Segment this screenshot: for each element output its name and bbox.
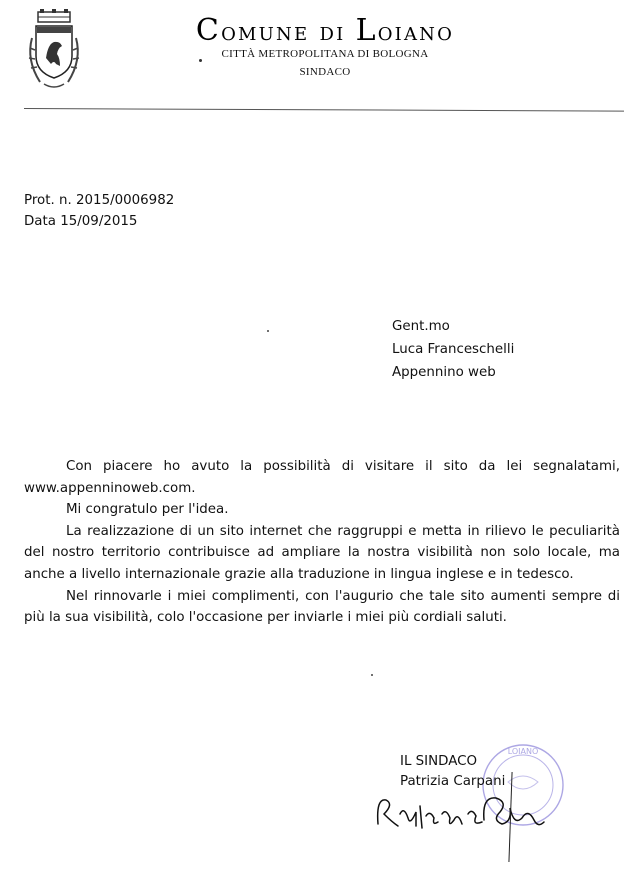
letter-body bbox=[24, 456, 620, 629]
recipient-organization: Appennino web bbox=[392, 365, 496, 380]
office-label: SINDACO bbox=[299, 66, 351, 78]
protocol-number: Prot. n. 2015/0006982 bbox=[24, 193, 175, 208]
metropolitan-city-subtitle: CITTÀ METROPOLITANA DI BOLOGNA bbox=[221, 48, 429, 60]
body-paragraph: La realizzazione di un sito internet che raggruppi e metta in rilievo le peculiarità del nostro territorio contribuisce ad ampliare la nostra visibilità non solo locale, ma anche a livello internazionale grazie alla traduzione in lingua inglese e in tedesco. bbox=[24, 523, 620, 582]
body-paragraph: Nel rinnovarle i miei complimenti, con l'augurio che tale sito aumenti sempre di più la sua visibilità, colo l'occasione per inviarle i miei più cordiali saluti. bbox=[24, 588, 620, 626]
letter-date: Data 15/09/2015 bbox=[24, 214, 138, 229]
scan-speck bbox=[371, 674, 373, 676]
municipality-title: Comune di Loiano bbox=[195, 13, 455, 48]
scan-speck bbox=[267, 330, 269, 332]
header-divider bbox=[24, 108, 624, 112]
recipient-block bbox=[392, 315, 514, 384]
recipient-name: Luca Franceschelli bbox=[392, 342, 515, 357]
signatory-name: Patrizia Carpani bbox=[400, 774, 506, 789]
protocol-block bbox=[24, 190, 174, 232]
body-paragraph: Mi congratulo per l'idea. bbox=[66, 502, 229, 518]
coat-of-arms-icon bbox=[24, 8, 84, 94]
signatory-role: IL SINDACO bbox=[400, 754, 478, 769]
recipient-salutation: Gent.mo bbox=[392, 319, 450, 334]
body-paragraph: Con piacere ho avuto la possibilità di visitare il sito da lei segnalatami, www.appenninoweb.com. bbox=[24, 459, 620, 496]
handwritten-signature bbox=[372, 778, 552, 848]
stamp-text: LOIANO bbox=[507, 747, 539, 756]
